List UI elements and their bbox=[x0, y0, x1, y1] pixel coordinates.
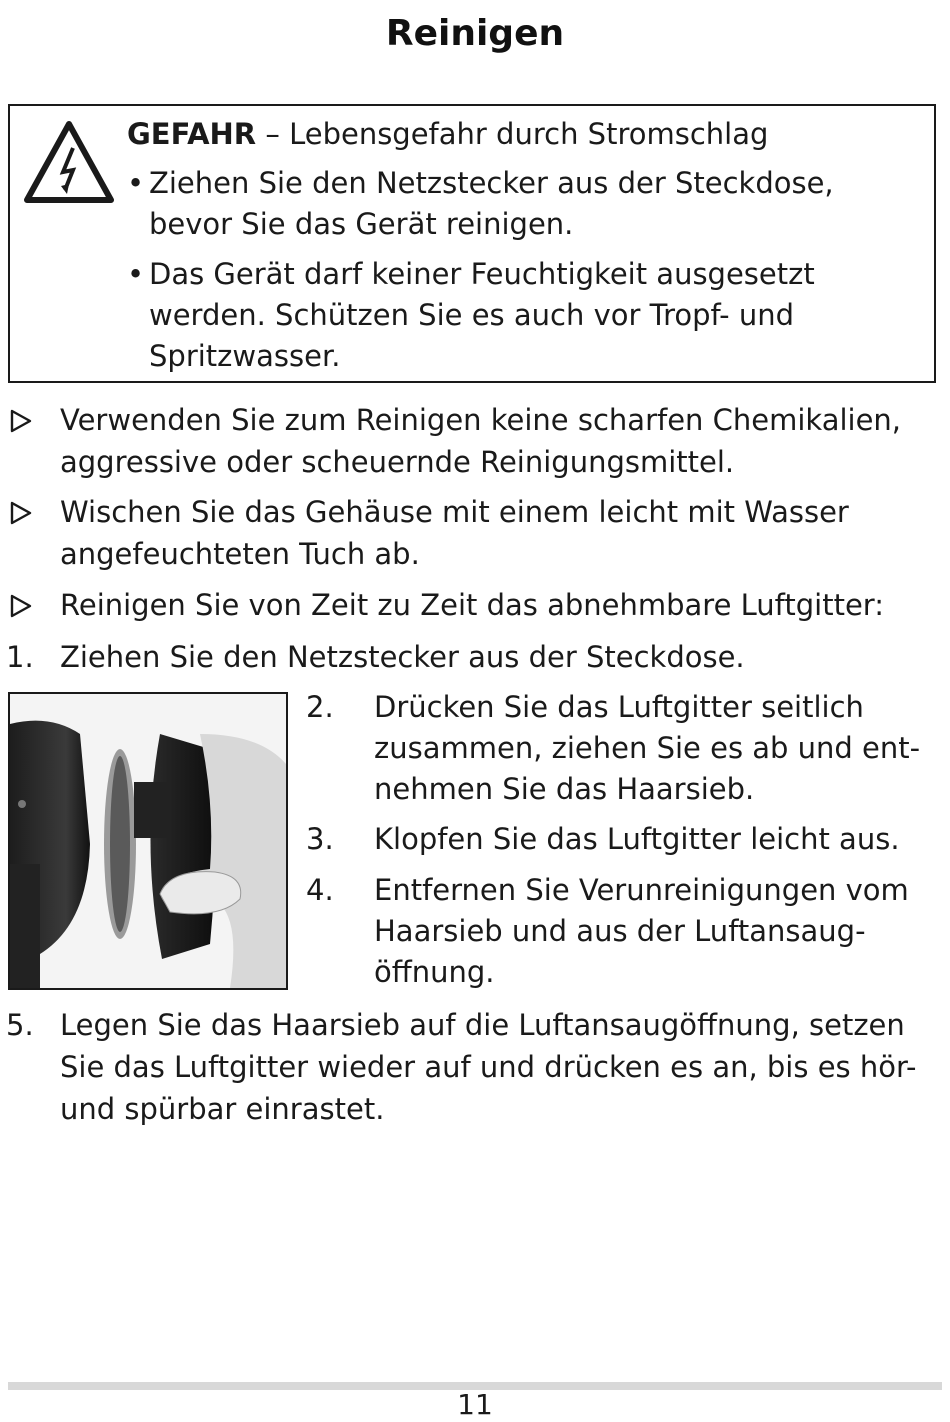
step-text: Entfernen Sie Verunreinigungen vom Haarsieb und aus der Luftansaug-öffnung. bbox=[374, 873, 909, 989]
instruction-item bbox=[0, 399, 940, 483]
instruction-text: Wischen Sie das Gehäuse mit einem leicht mit Wasser angefeuchteten Tuch ab. bbox=[60, 495, 849, 571]
warning-bullet-text: Ziehen Sie den Netzstecker aus der Steckdose, bevor Sie das Gerät reinigen. bbox=[149, 166, 834, 241]
step-item bbox=[0, 1004, 940, 1130]
arrow-right-triangle-icon bbox=[10, 594, 32, 618]
step-item bbox=[306, 819, 936, 860]
warning-heading bbox=[127, 114, 768, 154]
step-text: Ziehen Sie den Netzstecker aus der Steckdose. bbox=[60, 640, 745, 674]
instruction-text: Reinigen Sie von Zeit zu Zeit das abnehmbare Luftgitter: bbox=[60, 588, 884, 622]
hair-dryer-illustration bbox=[10, 694, 286, 988]
step-item bbox=[306, 870, 936, 993]
warning-bullet bbox=[127, 254, 907, 377]
step-text: Klopfen Sie das Luftgitter leicht aus. bbox=[374, 822, 900, 856]
step-number: 2. bbox=[306, 690, 334, 724]
page-title: Reinigen bbox=[385, 13, 565, 54]
step-text: Drücken Sie das Luftgitter seitlich zusammen, ziehen Sie es ab und ent-nehmen Sie das Haarsieb. bbox=[374, 690, 921, 806]
step-number: 3. bbox=[306, 822, 334, 856]
step-number: 1. bbox=[6, 640, 34, 674]
instruction-text: Verwenden Sie zum Reinigen keine scharfen Chemikalien, aggressive oder scheuernde Reinigungsmittel. bbox=[60, 403, 902, 479]
step-item bbox=[306, 687, 936, 810]
page-number: 11 bbox=[457, 1388, 493, 1421]
danger-label: GEFAHR bbox=[127, 117, 257, 151]
warning-bullet-text: Das Gerät darf keiner Feuchtigkeit ausgesetzt werden. Schützen Sie es auch vor Tropf- und Spritzwasser. bbox=[149, 257, 815, 373]
bullet-dot: • bbox=[127, 166, 145, 200]
step-number: 5. bbox=[6, 1008, 34, 1042]
step-item bbox=[0, 636, 940, 678]
electric-hazard-warning-icon bbox=[23, 120, 115, 204]
danger-description: – Lebensgefahr durch Stromschlag bbox=[256, 117, 769, 151]
step-number: 4. bbox=[306, 873, 334, 907]
danger-warning-box bbox=[8, 104, 936, 383]
arrow-right-triangle-icon bbox=[10, 501, 32, 525]
instruction-item bbox=[0, 491, 940, 575]
instruction-item bbox=[0, 584, 940, 626]
warning-bullet bbox=[127, 163, 907, 245]
hair-dryer-air-grille-photo bbox=[8, 692, 288, 990]
arrow-right-triangle-icon bbox=[10, 409, 32, 433]
bullet-dot: • bbox=[127, 257, 145, 291]
step-text: Legen Sie das Haarsieb auf die Luftansaugöffnung, setzen Sie das Luftgitter wieder auf und drücken es an, bis es hör- und spürbar einrastet. bbox=[60, 1008, 917, 1126]
